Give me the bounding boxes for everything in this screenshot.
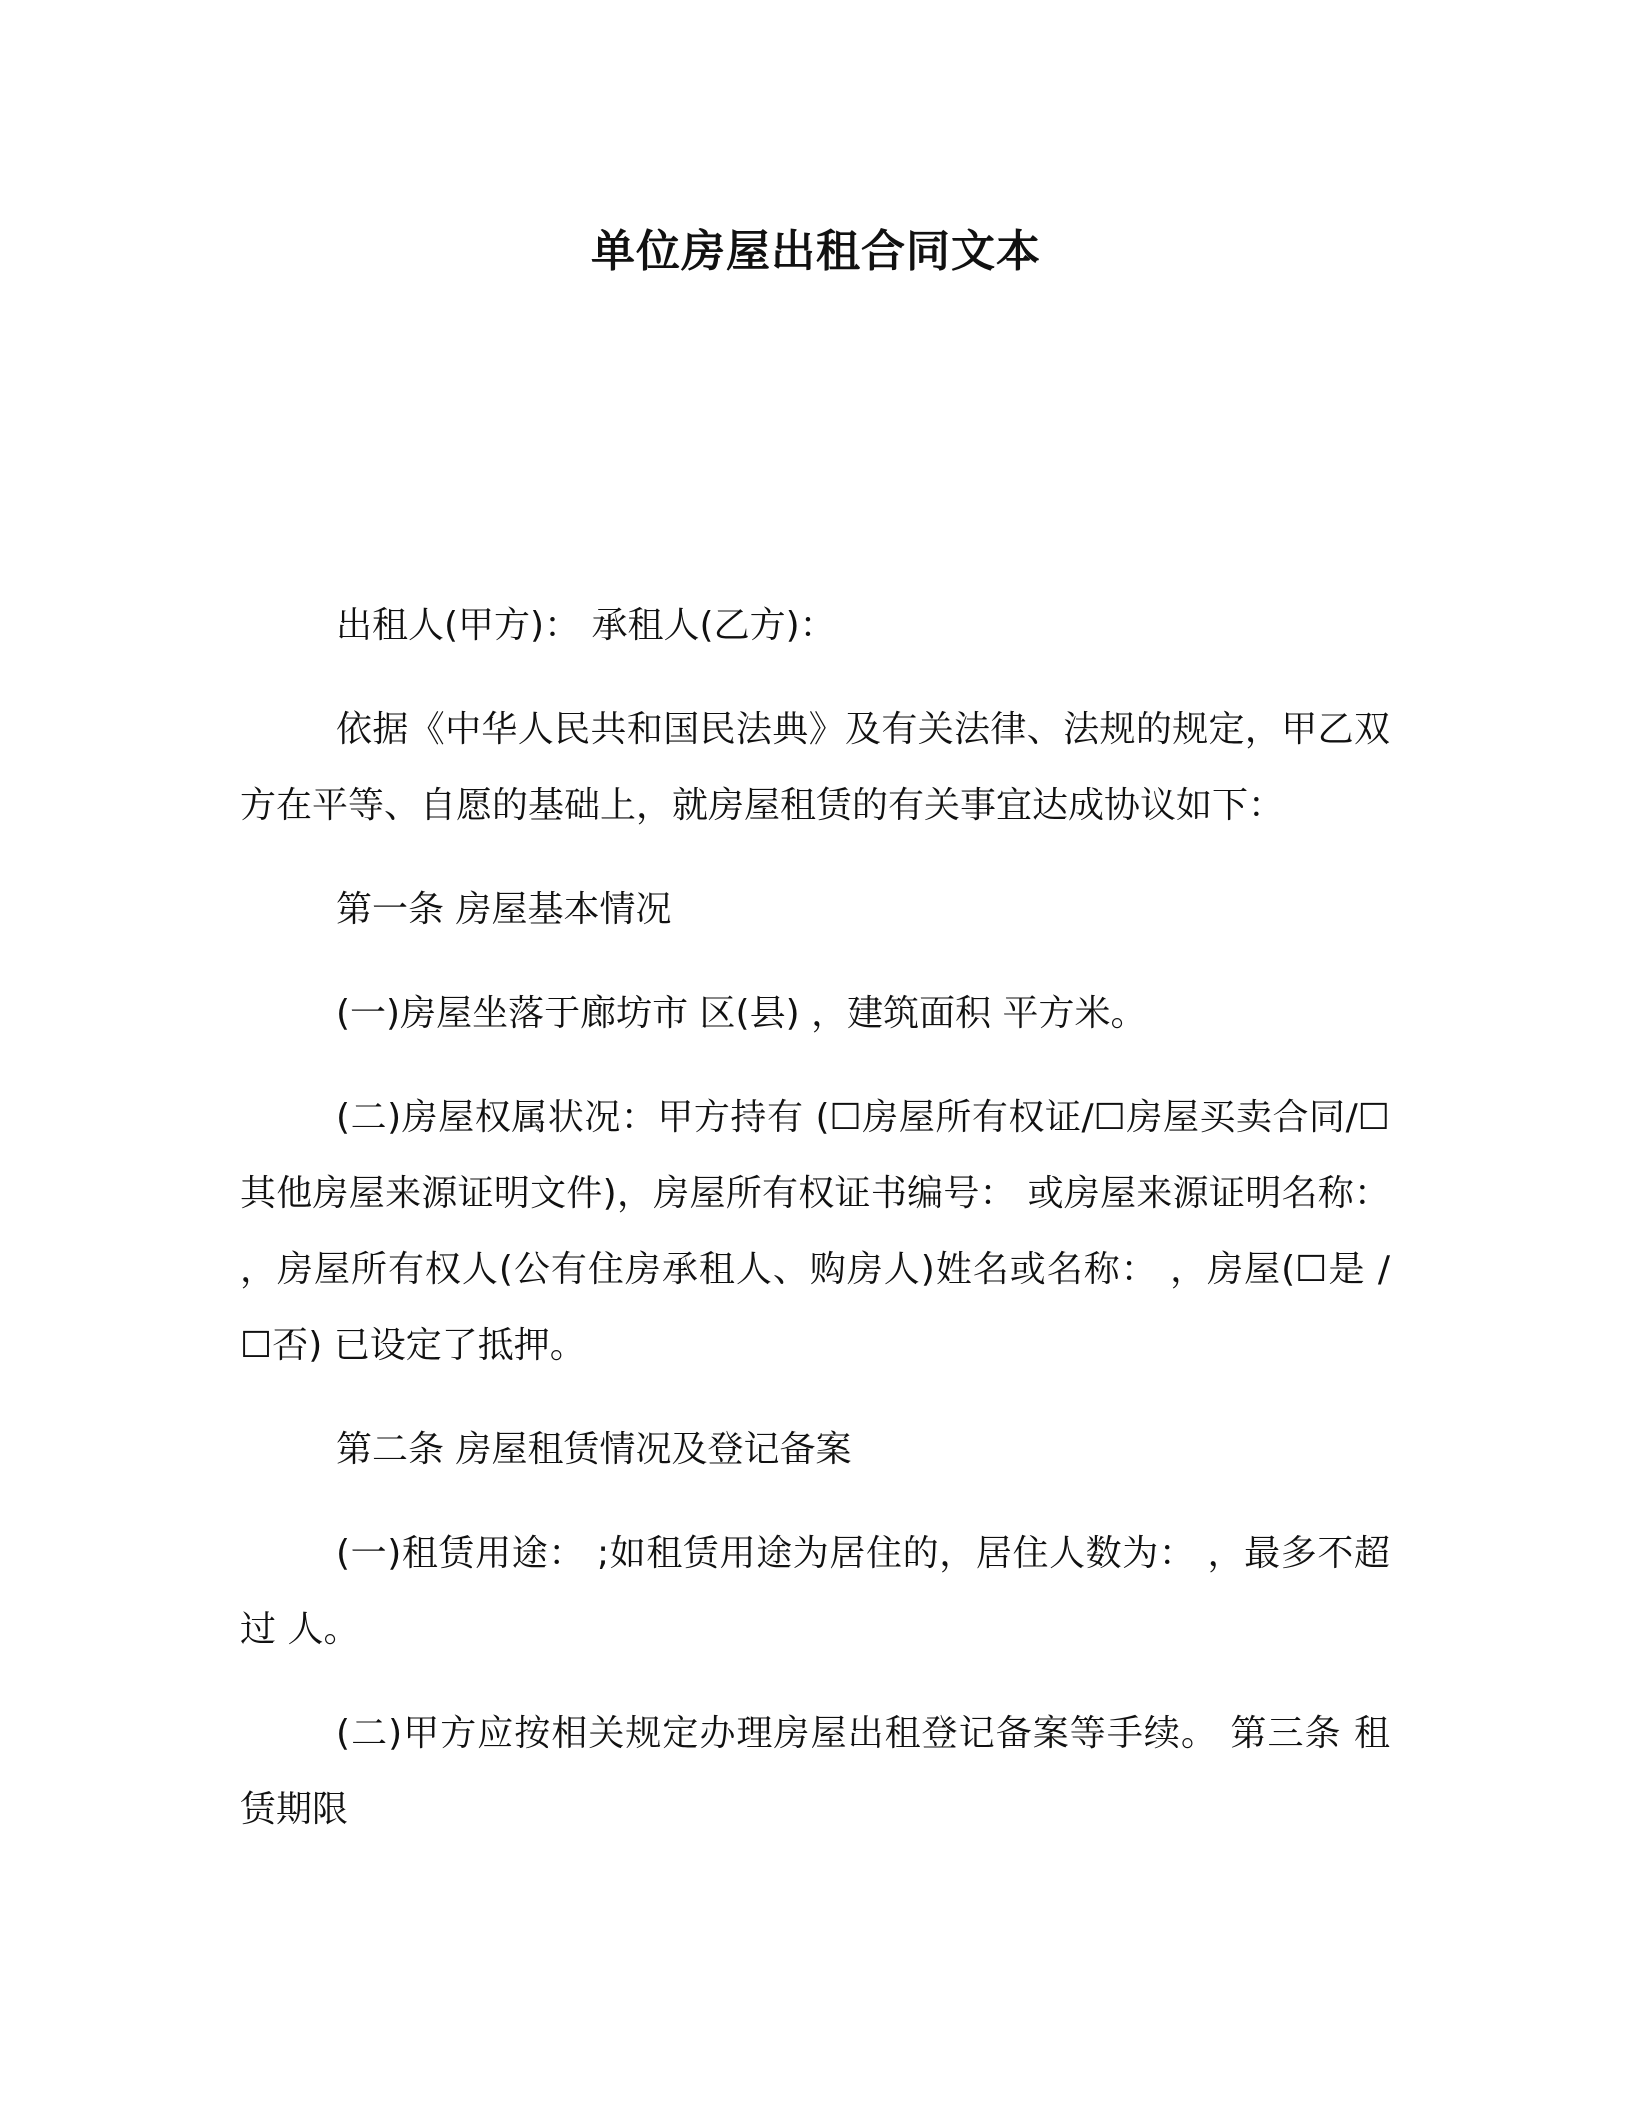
- article-1-heading: 第一条 房屋基本情况: [336, 889, 672, 930]
- parties-line: 出租人(甲方)： 承租人(乙方)：: [336, 605, 836, 646]
- article-1-clause-1: (一)房屋坐落于廊坊市 区(县) ，建筑面积 平方米。: [336, 993, 1147, 1034]
- document-body: [240, 588, 1390, 1876]
- article-1-clause-2: (二)房屋权属状况：甲方持有 (☐房屋所有权证/☐房屋买卖合同/☐其他房屋来源证明文件)，房屋所有权证书编号： 或房屋来源证明名称： ，房屋所有权人(公有住房承租人、购房人)姓名或名称： ，房屋(☐是 / ☐否) 已设定了抵押。: [240, 1097, 1390, 1366]
- article-2-heading: 第二条 房屋租赁情况及登记备案: [336, 1429, 852, 1470]
- article-2-clause-1: (一)租赁用途： ;如租赁用途为居住的，居住人数为： ，最多不超过 人。: [240, 1533, 1390, 1650]
- document-title: 单位房屋出租合同文本: [591, 226, 1041, 277]
- preamble-paragraph: 依据《中华人民共和国民法典》及有关法律、法规的规定，甲乙双方在平等、自愿的基础上，就房屋租赁的有关事宜达成协议如下：: [240, 709, 1390, 826]
- article-2-clause-2: (二)甲方应按相关规定办理房屋出租登记备案等手续。 第三条 租赁期限: [240, 1713, 1390, 1830]
